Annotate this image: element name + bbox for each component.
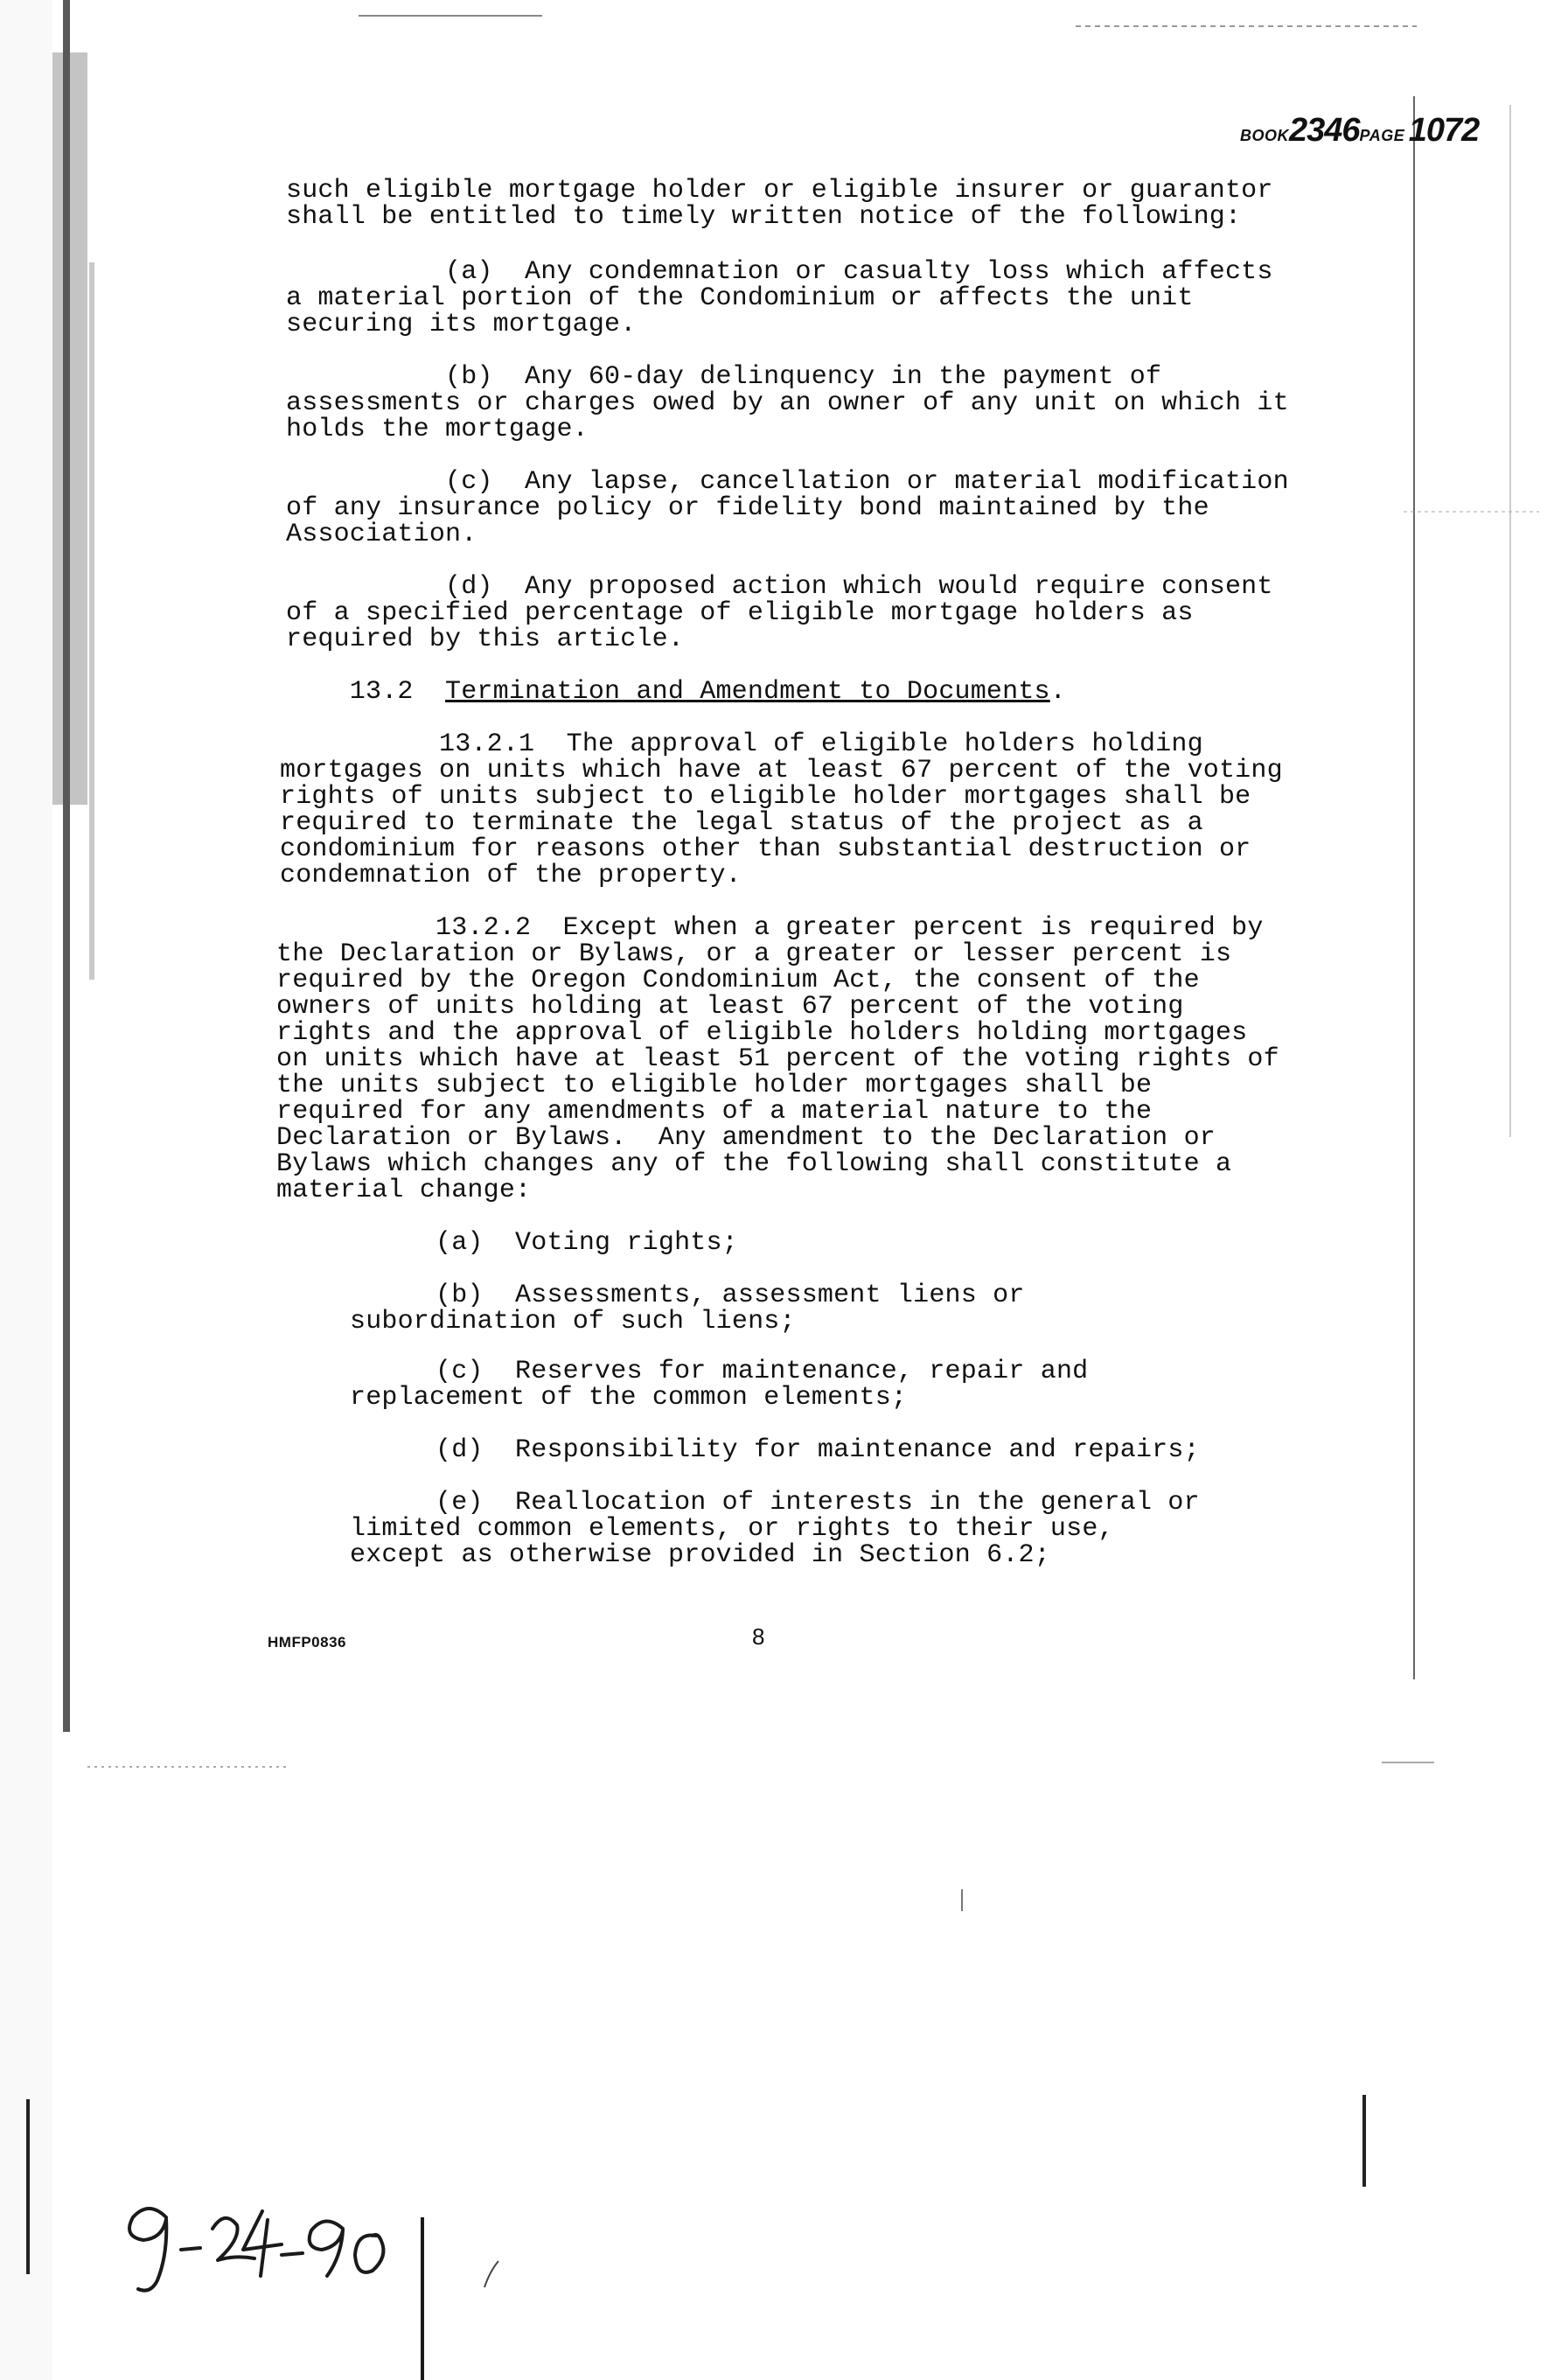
text-line: 13.2.1 The approval of eligible holders holding — [280, 729, 1203, 759]
text-line: mortgages on units which have at least 67 percent of the voting — [280, 756, 1283, 785]
text-line: required by the Oregon Condominium Act, the consent of the — [276, 966, 1200, 995]
document-id: HMFP0836 — [268, 1634, 346, 1651]
text-line: the units subject to eligible holder mortgages shall be — [276, 1071, 1153, 1100]
section-title: Termination and Amendment to Documents — [445, 677, 1050, 707]
text-line: (b) Any 60-day delinquency in the payment of — [286, 362, 1162, 392]
text-line: such eligible mortgage holder or eligible insurer or guarantor — [286, 176, 1273, 206]
text-line: rights of units subject to eligible holder mortgages shall be — [280, 782, 1251, 812]
text-line: of a specified percentage of eligible mortgage holders as — [286, 598, 1194, 628]
section-title-period: . — [1049, 677, 1066, 707]
text-line: a material portion of the Condominium or affects the unit — [286, 283, 1194, 313]
list-item-b: (b) Assessments, assessment liens or — [276, 1281, 1025, 1310]
text-line: the Declaration or Bylaws, or a greater or lesser percent is — [276, 939, 1232, 969]
text-line: owners of units holding at least 67 percent of the voting — [276, 992, 1184, 1022]
text-line: required for any amendments of a material nature to the — [276, 1097, 1153, 1127]
text-line: (d) Any proposed action which would require consent — [286, 572, 1273, 602]
list-item-e-cont: limited common elements, or rights to their use, — [350, 1514, 1114, 1544]
text-line: assessments or charges owed by an owner of any unit on which it — [286, 388, 1289, 418]
list-item-e-cont2: except as otherwise provided in Section 6.2; — [350, 1540, 1050, 1570]
text-line: rights and the approval of eligible holders holding mortgages — [276, 1018, 1248, 1048]
text-line: condominium for reasons other than substantial destruction or — [280, 834, 1251, 864]
list-item-a: (a) Voting rights; — [276, 1228, 738, 1258]
text-line: shall be entitled to timely written notice of the following: — [286, 202, 1242, 232]
page-label: PAGE — [1359, 127, 1405, 144]
text-line: required to terminate the legal status of the project as a — [280, 808, 1203, 838]
text-line: (a) Any condemnation or casualty loss which affects — [286, 257, 1273, 287]
text-line: securing its mortgage. — [286, 310, 637, 339]
text-line: required by this article. — [286, 625, 685, 654]
list-item-c: (c) Reserves for maintenance, repair and — [276, 1357, 1089, 1386]
text-line: material change: — [276, 1176, 532, 1205]
list-item-c-cont: replacement of the common elements; — [350, 1383, 908, 1413]
book-label: BOOK — [1240, 127, 1289, 144]
page-number: 1072 — [1408, 112, 1480, 149]
page-footer-number: 8 — [752, 1623, 765, 1650]
text-line: of any insurance policy or fidelity bond maintained by the — [286, 493, 1209, 523]
text-line: 13.2.2 Except when a greater percent is required by — [276, 913, 1264, 943]
text-line: (c) Any lapse, cancellation or material modification — [286, 467, 1289, 497]
text-line: on units which have at least 51 percent of the voting rights of — [276, 1044, 1279, 1074]
text-line: holds the mortgage. — [286, 415, 589, 444]
text-line: Declaration or Bylaws. Any amendment to the Declaration or — [276, 1123, 1216, 1153]
list-item-b-cont: subordination of such liens; — [350, 1307, 796, 1337]
list-item-e: (e) Reallocation of interests in the general or — [276, 1488, 1200, 1518]
book-number: 2346 — [1289, 112, 1360, 149]
list-item-d: (d) Responsibility for maintenance and repairs; — [276, 1435, 1200, 1465]
section-number: 13.2 — [286, 677, 446, 707]
text-line: condemnation of the property. — [280, 861, 742, 890]
text-line: Association. — [286, 520, 477, 549]
text-line: Bylaws which changes any of the following shall constitute a — [276, 1149, 1232, 1179]
